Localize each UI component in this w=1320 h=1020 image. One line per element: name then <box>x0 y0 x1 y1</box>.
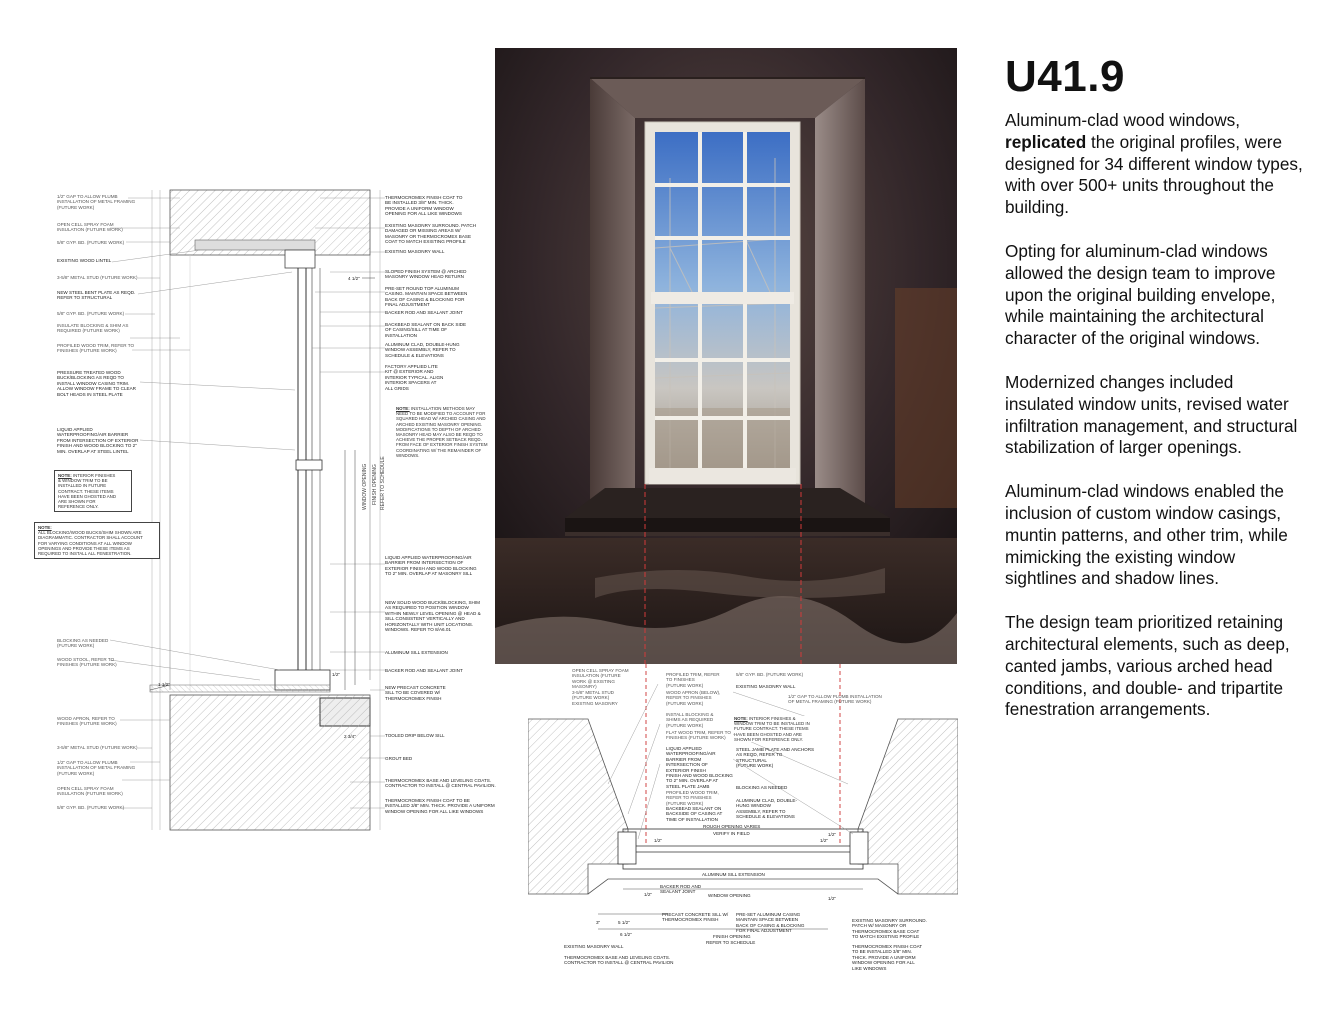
section-note: WOOD APRON, REFER TO FINISHES (FUTURE WORK) <box>57 716 117 727</box>
plan-note: PROFILED TRIM, REFER TO FINISHES (FUTURE WORK) <box>666 672 720 688</box>
section-note: GROUT BED <box>385 756 413 761</box>
section-note: PROFILED WOOD TRIM, REFER TO FINISHES (FUTURE WORK) <box>57 343 135 354</box>
plan-note: WOOD APRON (BELOW), REFER TO FINISHES (FUTURE WORK) <box>666 690 721 706</box>
dimension: 1/2" <box>828 896 837 901</box>
plan-note: BLOCKING AS NEEDED <box>736 785 788 790</box>
description-column <box>1005 52 1305 743</box>
section-note: LIQUID APPLIED WATERPROOFING/AIR BARRIER FROM INTERSECTION OF EXTERIOR FINISH AND WOOD BLOCKING TO 2" MIN. OVERLAP AT MASONRY SILL <box>385 555 477 577</box>
section-note: 3-5/8" METAL STUD (FUTURE WORK) <box>57 745 138 750</box>
section-note: BACKER ROD AND SEALANT JOINT <box>385 310 463 315</box>
section-note: THERMOCROMEX FINISH COAT TO BE INSTALLED 3/8" MIN. THICK. PROVIDE A UNIFORM WINDOW OPENING FOR ALL LIKE WINDOWS <box>385 798 495 814</box>
section-note: NEW STEEL BENT PLATE AS REQD. REFER TO STRUCTURAL <box>57 290 136 301</box>
dimension: 1/2" <box>820 838 829 843</box>
dimension: 1/2" <box>654 838 663 843</box>
plan-existing-wall: EXISTING MASONRY WALL <box>564 944 624 949</box>
plan-base-coats: THERMOCROMEX BASE AND LEVELING COATS. CONTRACTOR TO INSTALL @ CENTRAL PAVILION <box>564 955 674 966</box>
section-note: FACTORY APPLIED LITE KIT @ EXTERIOR AND INTERIOR TYPICAL. ALIGN INTERIOR SPACERS AT ALL GRIDS <box>385 364 444 391</box>
photo-illustration <box>495 48 957 664</box>
plan-note: INSTALL BLOCKING & SHIMS AS REQUIRED (FUTURE WORK) <box>666 712 714 728</box>
plan-note: 3-5/8" METAL STUD (FUTURE WORK) EXISTING MASONRY <box>572 690 618 706</box>
section-note: BLOCKING AS NEEDED (FUTURE WORK) <box>57 638 109 649</box>
section-note: LIQUID APPLIED WATERPROOFING/AIR BARRIER FROM INTERSECTION OF EXTERIOR FINISH AND WOOD BLOCKING TO 2" MIN. OVERLAP AT STEEL LINTEL <box>57 427 139 454</box>
plan-precast-sill: PRECAST CONCRETE SILL W/ THERMOCROMEX FINISH <box>662 912 729 923</box>
plan-finish-coat: THERMOCROMEX FINISH COAT TO BE INSTALLED 3/8" MIN. THICK. PROVIDE A UNIFORM WINDOW OPENING FOR ALL LIKE WINDOWS <box>852 944 923 971</box>
section-note: THERMOCROMEX BASE AND LEVELING COATS. CONTRACTOR TO INSTALL @ CENTRAL PAVILION. <box>385 778 496 789</box>
plan-rough-opening: ROUGH OPENING VARIES <box>703 824 761 829</box>
paragraph-custom-casings: Aluminum-clad windows enabled the inclusion of custom window casings, muntin patterns, and other trim, while mimicking the existing window sightlines and shadow lines. <box>1005 481 1288 589</box>
paragraph-replicated-profiles: Aluminum-clad wood windows, replicated the original profiles, were designed for 34 different window types, with over 500+ units throughout the building. <box>1005 110 1303 218</box>
section-note: TOOLED DRIP BELOW SILL <box>385 733 445 738</box>
section-note: PRESSURE TREATED WOOD BUCK/BLOCKING AS REQD TO INSTALL WINDOW CASING TRIM. ALLOW WINDOW FRAME TO CLEAR BOLT HEADS IN STEEL PLATE <box>57 370 136 397</box>
dimension: 1/2" <box>332 672 341 677</box>
window-interior-photo <box>495 48 957 664</box>
dimension: 5 1/2" <box>618 920 630 925</box>
section-note: EXISTING MASONRY SURROUND. PATCH DAMAGED OR MISSING AREAS W/ MASONRY OR THERMOCROMEX BASE COAT TO MATCH EXISTING PROFILE <box>385 223 477 245</box>
dim-refer-schedule: REFER TO SCHEDULE <box>380 456 386 510</box>
plan-window-opening: WINDOW OPENING <box>708 893 751 898</box>
paragraph-design-choice: Opting for aluminum-clad windows allowed the design team to improve upon the original building envelope, while maintaining the architectural character of the original windows. <box>1005 240 1276 349</box>
plan-masonry-surround: EXISTING MASONRY SURROUND. PATCH W/ MASONRY OR THERMOCROMEX BASE COAT TO MATCH EXISTING PROFILE <box>852 918 927 940</box>
section-note: ALUMINUM SILL EXTENSION <box>385 650 448 655</box>
plan-note: BACKBEAD SEALANT ON BACKSIDE OF CASING AT TIME OF INSTALLATION <box>666 806 723 822</box>
page-title: U41.9 <box>1005 52 1125 101</box>
section-note: 5/8" GYP. BD. (FUTURE WORK) <box>57 311 125 316</box>
section-note: THERMOCROMEX FINISH COAT TO BE INSTALLED 3/8" MIN. THICK. PROVIDE A UNIFORM WINDOW OPENING FOR ALL LIKE WINDOWS <box>385 195 463 217</box>
plan-refer-schedule: REFER TO SCHEDULE <box>706 940 756 945</box>
dimension: 4 1/2" <box>348 276 360 281</box>
plan-note: FLAT WOOD TRIM, REFER TO FINISHES (FUTURE WORK) <box>666 730 731 741</box>
section-note: EXISTING MASONRY WALL <box>385 249 445 254</box>
section-note: 3-5/8" METAL STUD (FUTURE WORK) <box>57 275 138 280</box>
dimension: 1 1/2" <box>158 682 170 687</box>
section-note: NEW PRECAST CONCRETE SILL TO BE COVERED W/ THERMOCROMEX FINISH <box>385 685 446 701</box>
plan-note: STEEL JAMB PLATE AND ANCHORS AS REQD, REFER TO STRUCTURAL (FUTURE WORK) <box>736 747 815 769</box>
dimension: 1/2" <box>644 892 653 897</box>
section-note: EXISTING WOOD LINTEL <box>57 258 112 263</box>
dim-finish-opening: FINISH OPENING <box>372 464 378 505</box>
section-note: SLOPED FINISH SYSTEM @ ARCHED MASONRY WINDOW HEAD RETURN <box>385 269 467 280</box>
section-note: NEW SOLID WOOD BUCK/BLOCKING, SHIM AS REQUIRED TO POSITION WINDOW WITHIN NEWLY LEVEL OPENING @ HEAD & SILL CONSISTENT VERTICALLY AND HORIZONTALLY WITH UNIT LOCATIONS. WINDOWS. REFER TO 8/A6.01 <box>385 600 481 633</box>
note-blocking: NOTE: ALL BLOCKING/WOOD BUCKS/SHIM SHOWN ARE DIAGRAMMATIC. CONTRACTOR SHALL ACCOUNT FOR VARYING CONDITIONS AT ALL WINDOW OPENINGS AND PROVIDE THESE ITEMS AS REQUIRED TO INSTALL ALL FENESTRATION. <box>34 522 160 559</box>
plan-note: OPEN CELL SPRAY FOAM INSULATION (FUTURE WORK @ EXISTING MASONRY) <box>572 668 629 690</box>
paragraph-modernized-changes: Modernized changes included insulated window units, revised water infiltration management, and structural stabilization of larger openings. <box>1005 371 1298 458</box>
section-note: OPEN CELL SPRAY FOAM INSULATION (FUTURE WORK) <box>57 786 123 797</box>
dimension: 3" <box>596 920 601 925</box>
window-plan-detail <box>528 664 958 974</box>
section-note: INSULATE BLOCKING & SHIM AS REQUIRED (FUTURE WORK) <box>57 323 129 334</box>
plan-note: EXISTING MASONRY WALL <box>736 684 796 689</box>
dimension: 1/2" <box>828 832 837 837</box>
plan-sill-extension: ALUMINUM SILL EXTENSION <box>702 872 765 877</box>
section-note: 5/8" GYP. BD. (FUTURE WORK) <box>57 240 125 245</box>
dimension: 2 3/4" <box>344 734 356 739</box>
plan-note-interior: NOTE: INTERIOR FINISHES & WINDOW TRIM TO BE INSTALLED IN FUTURE CONTRACT. THESE ITEMS HAVE BEEN GHOSTED AND ARE SHOWN FOR REFERENCE ONLY. <box>734 716 838 742</box>
plan-preset-casing: PRE-SET ALUMINUM CASING MAINTAIN SPACE BETWEEN BACK OF CASING & BLOCKING FOR FINAL ADJUSTMENT <box>736 912 805 934</box>
emphasis-replicated: replicated <box>1005 131 1087 152</box>
plan-note: LIQUID APPLIED WATERPROOFING/AIR BARRIER FROM INTERSECTION OF EXTERIOR FINISH FINISH AND WOOD BLOCKING TO 2" MIN. OVERLAP AT STEEL PLATE JAMB <box>666 746 733 789</box>
section-note: OPEN CELL SPRAY FOAM INSULATION (FUTURE WORK) <box>57 222 123 233</box>
section-note: 1/2" GAP TO ALLOW PLUMB INSTALLATION OF METAL FRAMING (FUTURE WORK) <box>57 194 136 210</box>
plan-finish-opening: FINISH OPENING <box>713 934 751 939</box>
section-note: PRE-SET ROUND TOP ALUMINUM CASING. MAINTAIN SPACE BETWEEN BACK OF CASING & BLOCKING FOR FINAL ADJUSTMENT <box>385 286 468 308</box>
window-section-detail <box>30 180 500 840</box>
note-interior-finishes: NOTE: INTERIOR FINISHES & WINDOW TRIM TO BE INSTALLED IN FUTURE CONTRACT. THESE ITEMS HAVE BEEN GHOSTED AND ARE SHOWN FOR REFERENCE ONLY. <box>54 470 132 512</box>
plan-verify: VERIFY IN FIELD <box>713 831 750 836</box>
plan-note: PROFILED WOOD TRIM, REFER TO FINISHES (FUTURE WORK) <box>666 790 719 806</box>
plan-note: 5/8" GYP. BD. (FUTURE WORK) <box>736 672 804 677</box>
section-note: WOOD STOOL, REFER TO FINISHES (FUTURE WORK) <box>57 657 117 668</box>
dimension: 6 1/2" <box>620 932 632 937</box>
section-note: 1/2" GAP TO ALLOW PLUMB INSTALLATION OF METAL FRAMING (FUTURE WORK) <box>57 760 136 776</box>
plan-note: ALUMINUM CLAD, DOUBLE- HUNG WINDOW ASSEMBLY, REFER TO SCHEDULE & ELEVATIONS <box>736 798 798 820</box>
section-note: ALUMINUM CLAD, DOUBLE-HUNG WINDOW ASSEMBLY, REFER TO SCHEDULE & ELEVATIONS <box>385 342 460 358</box>
plan-backer-rod: BACKER ROD AND SEALANT JOINT <box>660 884 702 895</box>
section-note: BACKER ROD AND SEALANT JOINT <box>385 668 463 673</box>
section-note: BACKBEAD SEALANT ON BACK SIDE OF CASING/SILL AT TIME OF INSTALLATION <box>385 322 467 338</box>
dim-window-opening: WINDOW OPENING <box>362 463 368 510</box>
section-note: 5/8" GYP. BD. (FUTURE WORK) <box>57 805 125 810</box>
paragraph-retained-elements: The design team prioritized retaining architectural elements, such as deep, canted jambs, various arched head conditions, and double- and tripartite fenestration arrangements. <box>1005 612 1290 720</box>
plan-note: 1/2" GAP TO ALLOW PLUMB INSTALLATION OF METAL FRAMING (FUTURE WORK) <box>788 694 882 705</box>
note-installation: NOTE: INSTALLATION METHODS MAY NEED TO BE MODIFIED TO ACCOUNT FOR SQUARED HEAD W/ ARCHED CASING AND ARCHED EXISTING MASONRY OPENING. MODIFICATIONS TO DEPTH OF ARCHED MASONRY HEAD MAY ALSO BE REQD TO ACHIEVE THE PROPER SETBACK REQD. FROM FACE OF EXTERIOR FINISH SYSTEM COORDINATING W/ THE REMAINDER OF WINDOWS. <box>396 406 492 458</box>
